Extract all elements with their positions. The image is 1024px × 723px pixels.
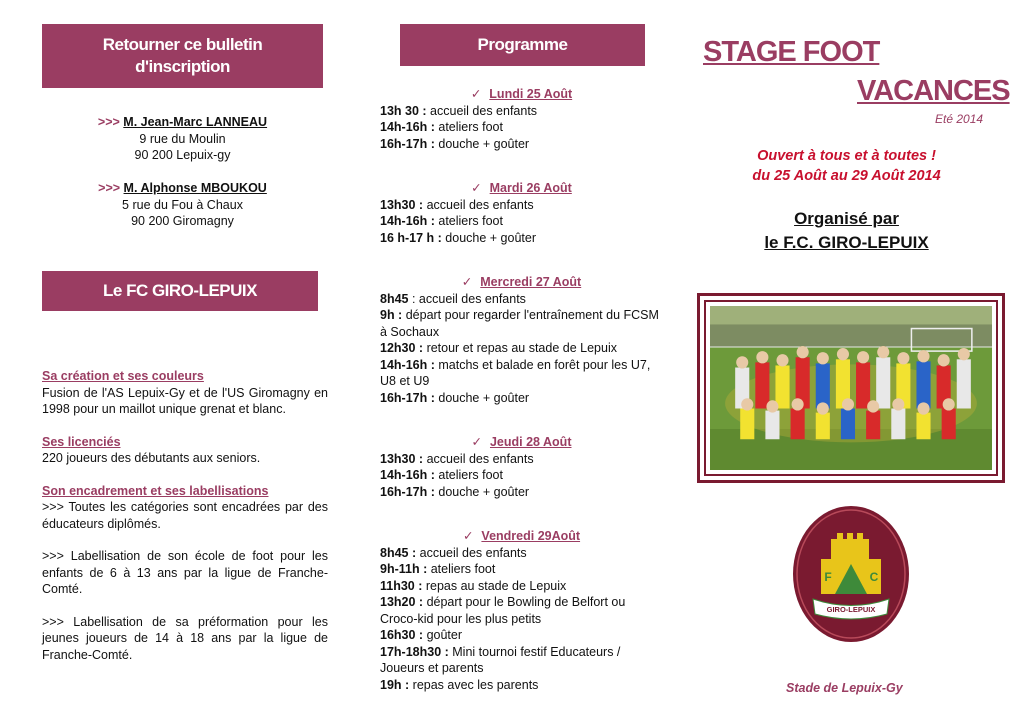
programme-banner [400,24,645,66]
section-paragraph: Fusion de l'AS Lepuix-Gy et de l'US Giromagny en 1998 pour un maillot unique grenat et blanc. [42,385,328,416]
org-line-1: Organisé par [794,209,899,228]
return-banner-line2: d'inscription [135,57,230,76]
team-photo [710,306,992,470]
contact-street: 9 rue du Moulin [139,131,226,146]
check-icon: ✓ [471,435,482,449]
return-banner [42,24,323,88]
section-title: Son encadrement et ses labellisations [42,483,269,498]
open-line-1: Ouvert à tous et à toutes ! [757,148,936,164]
logo-ribbon-text: GIRO-LEPUIX [826,605,876,614]
contact-city: 90 200 Giromagny [131,214,234,228]
club-logo [791,504,911,644]
club-banner [42,271,318,311]
contact-name: M. Jean-Marc LANNEAU [123,115,268,129]
day-label: Lundi 25 Août [489,87,573,101]
day-block: ✓ Mercredi 27 Août 8h45 : accueil des enfants 9h : départ pour regarder l'entraînement du FCSM à Sochaux 12h30 : retour et repas au stade de Lepuix 14h-16h : matchs et balade en forêt pour les U7, U8 et U9 16h-17h : douche + goûter [380,275,659,405]
day-label: Jeudi 28 Août [489,435,572,449]
day-block: ✓ Mardi 26 Août 13h30 : accueil des enfants 14h-16h : ateliers foot 16 h-17 h : douche + goûter [380,181,572,245]
contact-1 [42,114,323,164]
section-paragraph: >>> Labellisation de sa préformation pour les jeunes joueurs de 14 à 18 ans par la ligue de Franche-Comté. [42,614,328,662]
check-icon: ✓ [461,275,473,289]
programme [380,86,663,693]
open-line-2: du 25 Août au 29 Août 2014 [752,168,941,184]
day-block: ✓ Vendredi 29Août 8h45 : accueil des enfants 9h-11h : ateliers foot 11h30 : repas au stade de Lepuix 13h20 : départ pour le Bowling de Belfort ou Croco-kid pour les plus petits 16h30 : goûter 17h-18h30 : Mini tournoi festif Educateurs / Joueurs et parents 19h : repas avec les parents [380,529,626,692]
title-stage-foot: STAGE FOOT [703,36,880,68]
day-block: ✓ Lundi 25 Août 13h 30 : accueil des enfants 14h-16h : ateliers foot 16h-17h : douche + goûter [380,87,573,151]
section-title: Ses licenciés [42,434,121,449]
return-banner-line1: Retourner ce bulletin [102,35,263,54]
section-paragraph: >>> Toutes les catégories sont encadrées par des éducateurs diplômés. [42,500,328,531]
logo-letter-c: C [869,570,879,584]
contact-name: M. Alphonse MBOUKOU [123,181,267,195]
title-vacances: VACANCES [857,75,1010,107]
check-icon: ✓ [462,529,474,543]
check-icon: ✓ [471,181,482,195]
organiser [705,207,988,255]
season: Eté 2014 [935,112,984,126]
org-line-2: le F.C. GIRO-LEPUIX [764,233,929,252]
open-to-all [705,146,988,186]
section-paragraph: >>> Labellisation de son école de foot pour les enfants de 6 à 13 ans par la ligue de Franche-Comté. [42,549,328,596]
section-title: Sa création et ses couleurs [42,369,204,383]
day-label: Mercredi 27 Août [480,275,582,289]
check-icon: ✓ [470,87,482,101]
photo-caption: Stade de Lepuix-Gy [786,681,903,695]
team-photo-frame [697,293,1005,483]
logo-letter-f: F [824,570,832,584]
club-info [42,368,328,663]
day-label: Mardi 26 Août [489,181,572,195]
contact-prefix: >>> [98,181,121,195]
programme-banner-text: Programme [477,35,568,54]
contact-prefix: >>> [97,115,120,129]
day-label: Vendredi 29Août [481,529,581,543]
contact-street: 5 rue du Fou à Chaux [122,197,243,212]
section-paragraph: 220 joueurs des débutants aux seniors. [42,451,261,465]
contact-city: 90 200 Lepuix-gy [134,148,231,162]
day-block: ✓ Jeudi 28 Août 13h30 : accueil des enfants 14h-16h : ateliers foot 16h-17h : douche + goûter [380,435,572,499]
contact-2 [42,180,323,230]
club-banner-text: Le FC GIRO-LEPUIX [103,281,257,300]
